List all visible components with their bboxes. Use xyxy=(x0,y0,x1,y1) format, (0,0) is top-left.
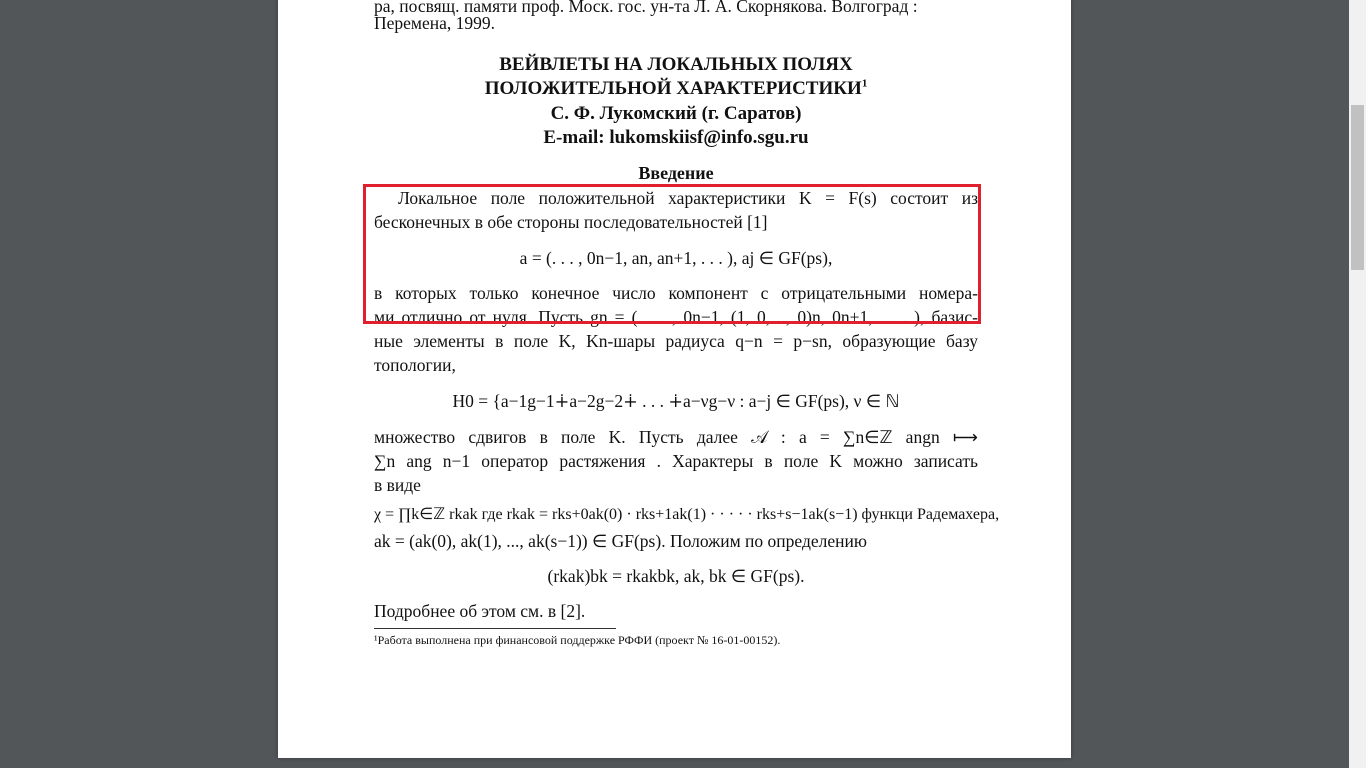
section-heading: Введение xyxy=(638,163,714,183)
body-line-1: Локальное поле положительной характеристики K = F(s) состоит из xyxy=(398,188,978,208)
header-line-2: Перемена, 1999. xyxy=(374,13,496,33)
vertical-scrollbar[interactable] xyxy=(1349,0,1366,768)
body-line-5: ми отлично от нуля. Пусть gn = (. . . , 0n−1, (1, 0, .., 0)n, 0n+1, . . . ), базис- xyxy=(374,307,978,327)
highlight-box xyxy=(363,184,981,324)
body-line-4: в которых только конечное число компонент с отрицательными номера- xyxy=(374,283,978,303)
footnote: ¹Работа выполнена при финансовой поддержке РФФИ (проект № 16-01-00152). xyxy=(374,633,781,647)
body-line-6: ные элементы в поле K, Kn-шары радиуса q−n = p−sn, образующие базу xyxy=(374,331,978,351)
body-line-9: множество сдвигов в поле K. Пусть далее 𝒜 : a = ∑n∈ℤ angn ⟼ xyxy=(374,427,978,447)
pdf-page xyxy=(278,0,1071,758)
body-line-13: ak = (ak(0), ak(1), ..., ak(s−1)) ∈ GF(ps). Положим по определению xyxy=(374,531,867,551)
body-line-7: топологии, xyxy=(374,355,456,375)
body-line-10: ∑n ang n−1 оператор растяжения . Характеры в поле K можно записать xyxy=(374,451,978,471)
footnote-divider xyxy=(374,628,616,629)
formula-h0: H0 = {a−1g−1∔a−2g−2∔ . . . ∔a−νg−ν : a−j ∈ GF(ps), ν ∈ ℕ xyxy=(452,391,900,411)
formula-rk: (rkak)bk = rkakbk, ak, bk ∈ GF(ps). xyxy=(547,566,805,586)
title-footnote-mark: 1 xyxy=(861,77,868,90)
formula-a: a = (. . . , 0n−1, an, an+1, . . . ), aj ∈ GF(ps), xyxy=(519,248,833,268)
body-line-12: χ = ∏k∈ℤ rkak где rkak = rks+0ak(0) · rks+1ak(1) · · · · · rks+s−1ak(s−1) функци Радемахера, xyxy=(374,506,1000,523)
email: E-mail: lukomskiisf@info.sgu.ru xyxy=(543,127,809,148)
body-line-15: Подробнее об этом см. в [2]. xyxy=(374,601,586,621)
body-line-2: бесконечных в обе стороны последовательностей [1] xyxy=(374,212,768,232)
author: С. Ф. Лукомский (г. Саратов) xyxy=(550,103,802,124)
body-line-11: в виде xyxy=(374,475,421,495)
title-line-1: ВЕЙВЛЕТЫ НА ЛОКАЛЬНЫХ ПОЛЯХ xyxy=(499,54,853,75)
scrollbar-thumb[interactable] xyxy=(1351,105,1364,270)
header-line-1: ра, посвящ. памяти проф. Моск. гос. ун-та Л. А. Скорнякова. Волгоград : xyxy=(374,0,918,16)
title-line-2: ПОЛОЖИТЕЛЬНОЙ ХАРАКТЕРИСТИКИ$^1$ xyxy=(484,77,868,99)
